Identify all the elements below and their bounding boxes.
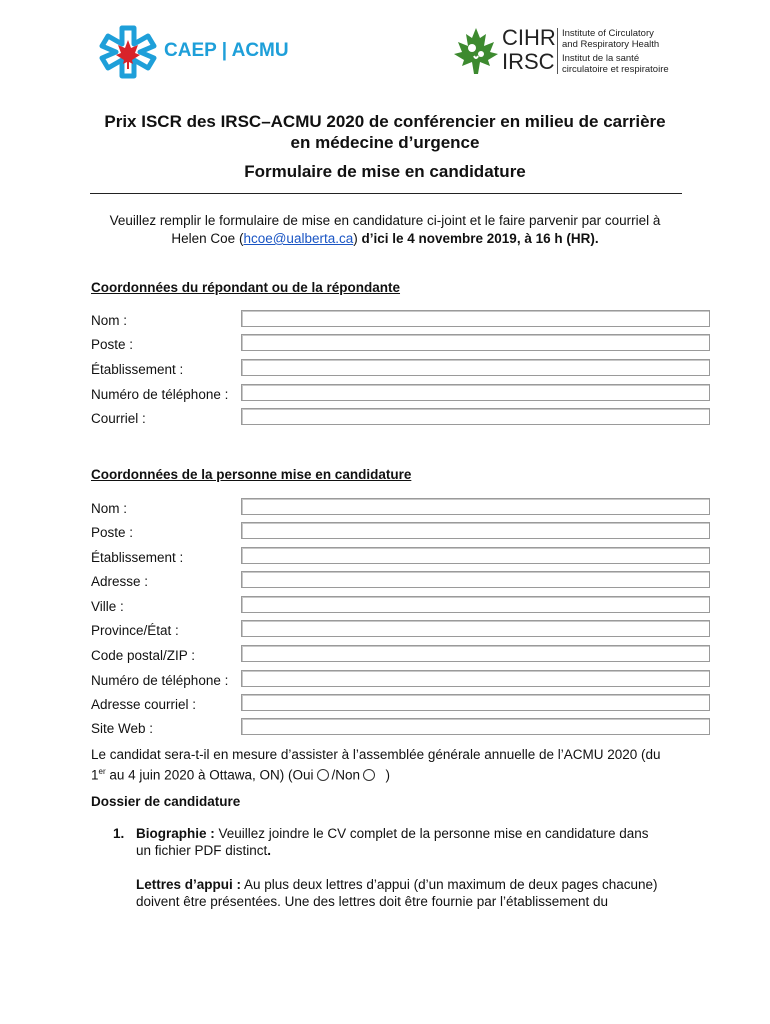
- caep-star-of-life-icon: [98, 22, 158, 82]
- cihr-name-line-1: Institute of Circulatory: [562, 28, 654, 39]
- nominee-province-field[interactable]: [241, 620, 710, 637]
- nominee-position-field[interactable]: [241, 522, 710, 539]
- intro-mid: ): [353, 231, 362, 246]
- attendance-line-2: [91, 763, 711, 784]
- item-1-period: .: [267, 843, 272, 858]
- respondent-institution-field[interactable]: [241, 359, 710, 376]
- respondent-name-field[interactable]: [241, 310, 710, 327]
- irsc-name-line-2: circulatoire et respiratoire: [562, 64, 669, 75]
- nominee-email-field[interactable]: [241, 694, 710, 711]
- nominee-address-row: [91, 571, 711, 591]
- attendance-day: 1: [91, 767, 99, 783]
- item-2-title: Lettres d’appui :: [136, 877, 242, 892]
- respondent-section-heading: Coordonnées du répondant ou de la répondante: [91, 280, 401, 295]
- no-label: /Non: [331, 767, 361, 783]
- nominee-name-field[interactable]: [241, 498, 710, 515]
- nominee-postal-code-field[interactable]: [241, 645, 710, 662]
- attendance-question: [91, 746, 711, 784]
- form-title-line-2: en médecine d’urgence: [290, 133, 480, 152]
- field-label: Adresse :: [91, 574, 149, 589]
- dossier-heading: Dossier de candidature: [91, 794, 241, 809]
- field-label: Code postal/ZIP :: [91, 648, 196, 663]
- nominee-city-row: [91, 596, 711, 616]
- field-label: Établissement :: [91, 362, 184, 377]
- field-label: Poste :: [91, 525, 134, 540]
- field-label: Établissement :: [91, 550, 184, 565]
- irsc-abbreviation: IRSC: [502, 49, 555, 74]
- nominee-phone-field[interactable]: [241, 670, 710, 687]
- nominee-address-field[interactable]: [241, 571, 710, 588]
- respondent-phone-row: [91, 384, 711, 404]
- nominee-section-heading: Coordonnées de la personne mise en candidature: [91, 467, 412, 482]
- caep-logo: [98, 22, 298, 82]
- item-1-text-1: Veuillez joindre le CV complet de la personne mise en candidature dans: [214, 826, 649, 841]
- cihr-abbreviation: CIHR: [502, 25, 556, 50]
- field-label: Adresse courriel :: [91, 697, 197, 712]
- cihr-irsc-logo: [452, 22, 692, 82]
- nominee-phone-row: [91, 670, 711, 690]
- deadline-text: d’ici le 4 novembre 2019, à 16 h (HR).: [361, 231, 599, 246]
- attendance-close: ): [385, 767, 391, 783]
- respondent-institution-row: [91, 359, 711, 379]
- field-label: Site Web :: [91, 721, 154, 736]
- respondent-phone-field[interactable]: [241, 384, 710, 401]
- nominee-email-row: [91, 694, 711, 714]
- form-title-line-1: Prix ISCR des IRSC–ACMU 2020 de conférencier en milieu de carrière: [104, 112, 666, 131]
- item-1-number: 1.: [113, 826, 125, 841]
- nominee-institution-row: [91, 547, 711, 567]
- item-1-biography: [136, 825, 696, 859]
- item-2-text-1: Au plus deux lettres d’appui (d’un maximum de deux pages chacune): [241, 877, 658, 892]
- item-2-text-2: doivent être présentées. Une des lettres doit être fournie par l’établissement du: [136, 894, 609, 909]
- respondent-name-row: [91, 310, 711, 330]
- nominee-postal-code-row: [91, 645, 711, 665]
- intro-line-2: [80, 230, 690, 248]
- respondent-email-field[interactable]: [241, 408, 710, 425]
- contact-email-link[interactable]: hcoe@ualberta.ca: [243, 231, 354, 246]
- no-radio-button[interactable]: [363, 769, 375, 781]
- irsc-name-line-1: Institut de la santé: [562, 53, 640, 64]
- item-support-letters: [136, 876, 696, 910]
- item-1-title: Biographie :: [136, 826, 215, 841]
- yes-radio-button[interactable]: [317, 769, 329, 781]
- respondent-position-field[interactable]: [241, 334, 710, 351]
- title-divider: [90, 193, 682, 194]
- logo-divider: [557, 28, 558, 74]
- field-label: Province/État :: [91, 623, 179, 638]
- attendance-line-1: Le candidat sera-t-il en mesure d’assister à l’assemblée générale annuelle de l’ACMU 2020 (du: [91, 747, 661, 762]
- field-label: Poste :: [91, 337, 134, 352]
- intro-paragraph: [80, 212, 690, 248]
- field-label: Nom :: [91, 313, 128, 328]
- attendance-text: au 4 juin 2020 à Ottawa, ON) (Oui: [105, 767, 314, 783]
- cihr-name-line-2: and Respiratory Health: [562, 39, 660, 50]
- field-label: Nom :: [91, 501, 128, 516]
- nominee-website-field[interactable]: [241, 718, 710, 735]
- nominee-city-field[interactable]: [241, 596, 710, 613]
- nominee-institution-field[interactable]: [241, 547, 710, 564]
- field-label: Courriel :: [91, 411, 146, 426]
- nominee-name-row: [91, 498, 711, 518]
- nominee-province-row: [91, 620, 711, 640]
- field-label: Numéro de téléphone :: [91, 673, 229, 688]
- respondent-email-row: [91, 408, 711, 428]
- attendance-ordinal: er: [98, 767, 106, 776]
- form-subtitle: Formulaire de mise en candidature: [244, 162, 526, 181]
- respondent-position-row: [91, 334, 711, 354]
- nominee-position-row: [91, 522, 711, 542]
- caep-acmu-wordmark: CAEP | ACMU: [164, 40, 289, 61]
- intro-prefix: Helen Coe (: [171, 231, 244, 246]
- field-label: Numéro de téléphone :: [91, 387, 229, 402]
- item-1-text-2: un fichier PDF distinct: [136, 843, 268, 858]
- maple-leaf-icon: [452, 26, 500, 76]
- nominee-website-row: [91, 718, 711, 738]
- intro-line-1: Veuillez remplir le formulaire de mise en candidature ci-joint et le faire parvenir par courriel à: [109, 213, 661, 228]
- field-label: Ville :: [91, 599, 124, 614]
